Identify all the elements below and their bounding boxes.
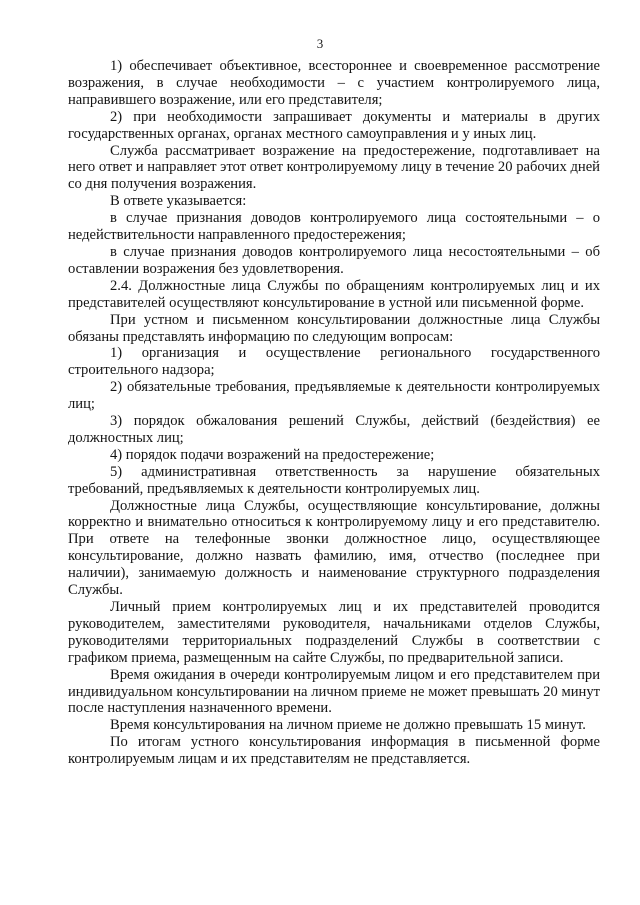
paragraph: 2) обязательные требования, предъявляемые к деятельности контролируемых лиц; — [68, 379, 600, 413]
paragraph: Личный прием контролируемых лиц и их представителей проводится руководителем, заместителями руководителя, начальниками отделов Службы, руководителями территориальных подразделений Службы в соответствии с графиком приема, размещенным на сайте Службы, по предварительной записи. — [68, 599, 600, 666]
paragraph: При устном и письменном консультировании должностные лица Службы обязаны представлять информацию по следующим вопросам: — [68, 311, 600, 345]
document-body — [68, 58, 600, 768]
paragraph: По итогам устного консультирования информация в письменной форме контролируемым лицам и их представителям не представляется. — [68, 734, 600, 768]
page-number: 3 — [316, 36, 324, 51]
paragraph: 1) организация и осуществление регионального государственного строительного надзора; — [68, 345, 600, 379]
paragraph: 4) порядок подачи возражений на предостережение; — [110, 446, 435, 463]
paragraph: 1) обеспечивает объективное, всестороннее и своевременное рассмотрение возражения, в случае необходимости – с участием контролируемого лица, направившего возражение, или его представителя; — [68, 58, 600, 108]
paragraph: Должностные лица Службы, осуществляющие консультирование, должны корректно и внимательно относиться к контролируемому лицу и его представителю. При ответе на телефонные звонки должностное лицо, осуществляющее консультирование, должно назвать фамилию, имя, отчество (последнее при наличии), занимаемую должность и наименование структурного подразделения Службы. — [68, 497, 600, 599]
paragraph: Время ожидания в очереди контролируемым лицом и его представителем при индивидуальном консультировании на личном приеме не может превышать 20 минут после наступления назначенного времени. — [68, 666, 600, 717]
paragraph: В ответе указывается: — [110, 193, 247, 210]
paragraph: 2.4. Должностные лица Службы по обращениям контролируемых лиц и их представителей осуществляют консультирование в устной или письменной форме. — [68, 277, 600, 311]
paragraph: Время консультирования на личном приеме не должно превышать 15 минут. — [110, 717, 586, 734]
paragraph: в случае признания доводов контролируемого лица состоятельными – о недействительности направленного предостережения; — [68, 210, 600, 244]
paragraph: в случае признания доводов контролируемого лица несостоятельными – об оставлении возражения без удовлетворения. — [68, 243, 600, 277]
paragraph: Служба рассматривает возражение на предостережение, подготавливает на него ответ и направляет этот ответ контролируемому лицу в течение 20 рабочих дней со дня получения возражения. — [68, 142, 600, 193]
paragraph: 2) при необходимости запрашивает документы и материалы в других государственных органах, органах местного самоуправления и у иных лиц. — [68, 108, 600, 142]
paragraph: 3) порядок обжалования решений Службы, действий (бездействия) ее должностных лиц; — [68, 413, 600, 446]
paragraph: 5) административная ответственность за нарушение обязательных требований, предъявляемых к деятельности контролируемых лиц. — [68, 463, 600, 497]
